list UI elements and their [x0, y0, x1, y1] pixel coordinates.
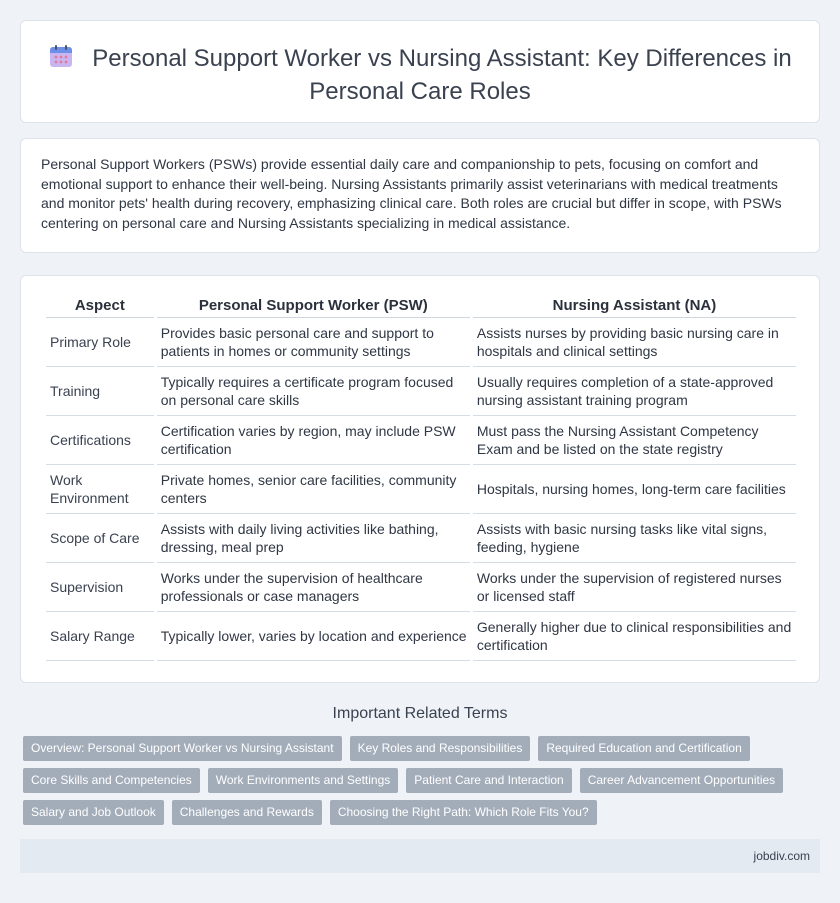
related-tag-education[interactable]: Required Education and Certification: [538, 736, 749, 761]
related-tag-career-advancement[interactable]: Career Advancement Opportunities: [580, 768, 783, 793]
page-title: [21, 43, 819, 107]
related-tag-overview[interactable]: Overview: Personal Support Worker vs Nursing Assistant: [23, 736, 342, 761]
footer: [20, 839, 820, 873]
calendar-icon: [48, 43, 74, 77]
table-row: [46, 367, 796, 416]
table-row: [46, 318, 796, 367]
row-psw: Typically requires a certificate program focused on personal care skills: [157, 367, 470, 416]
row-psw: Typically lower, varies by location and experience: [157, 612, 470, 661]
row-na: Must pass the Nursing Assistant Competency Exam and be listed on the state registry: [473, 416, 796, 465]
related-tag-key-roles[interactable]: Key Roles and Responsibilities: [350, 736, 531, 761]
row-aspect: Salary Range: [46, 612, 154, 661]
table-header-row: [46, 296, 796, 318]
table-row: [46, 612, 796, 661]
row-psw: Works under the supervision of healthcare professionals or case managers: [157, 563, 470, 612]
row-na: Works under the supervision of registered nurses or licensed staff: [473, 563, 796, 612]
row-na: Assists nurses by providing basic nursing care in hospitals and clinical settings: [473, 318, 796, 367]
row-psw: Certification varies by region, may include PSW certification: [157, 416, 470, 465]
related-tag-choosing-path[interactable]: Choosing the Right Path: Which Role Fits You?: [330, 800, 597, 825]
row-aspect: Work Environment: [46, 465, 154, 514]
comparison-card: [20, 275, 820, 683]
comparison-table: [43, 296, 799, 661]
related-terms-heading: Important Related Terms: [332, 705, 508, 722]
row-aspect: Supervision: [46, 563, 154, 612]
footer-site-link[interactable]: jobdiv.com: [753, 849, 810, 863]
header-psw: Personal Support Worker (PSW): [157, 296, 470, 318]
related-tag-salary[interactable]: Salary and Job Outlook: [23, 800, 164, 825]
row-psw: Provides basic personal care and support to patients in homes or community settings: [157, 318, 470, 367]
row-psw: Assists with daily living activities like bathing, dressing, meal prep: [157, 514, 470, 563]
table-row: [46, 416, 796, 465]
related-tag-work-environments[interactable]: Work Environments and Settings: [208, 768, 399, 793]
title-card: [20, 20, 820, 123]
intro-card: [20, 138, 820, 253]
row-aspect: Certifications: [46, 416, 154, 465]
page-title-text: Personal Support Worker vs Nursing Assistant: Key Differences in Personal Care Roles: [92, 45, 792, 105]
row-aspect: Training: [46, 367, 154, 416]
row-na: Usually requires completion of a state-approved nursing assistant training program: [473, 367, 796, 416]
row-na: Assists with basic nursing tasks like vital signs, feeding, hygiene: [473, 514, 796, 563]
table-row: [46, 465, 796, 514]
related-tag-core-skills[interactable]: Core Skills and Competencies: [23, 768, 200, 793]
related-tag-challenges[interactable]: Challenges and Rewards: [172, 800, 322, 825]
row-na: Hospitals, nursing homes, long-term care facilities: [473, 465, 796, 514]
table-row: [46, 563, 796, 612]
header-aspect: Aspect: [46, 296, 154, 318]
row-aspect: Primary Role: [46, 318, 154, 367]
header-na: Nursing Assistant (NA): [473, 296, 796, 318]
row-psw: Private homes, senior care facilities, community centers: [157, 465, 470, 514]
intro-paragraph: Personal Support Workers (PSWs) provide essential daily care and companionship to pets, focusing on comfort and emotional support to enhance their well-being. Nursing Assistants primarily assist veterinarians with medical treatments and monitor pets' health during recovery, emphasizing clinical care. Both roles are crucial but differ in scope, with PSWs centering on personal care and Nursing Assistants specializing in medical assistance.: [41, 156, 782, 231]
row-aspect: Scope of Care: [46, 514, 154, 563]
table-row: [46, 514, 796, 563]
row-na: Generally higher due to clinical responsibilities and certification: [473, 612, 796, 661]
related-tag-patient-care[interactable]: Patient Care and Interaction: [406, 768, 571, 793]
related-terms-list: [23, 736, 813, 832]
